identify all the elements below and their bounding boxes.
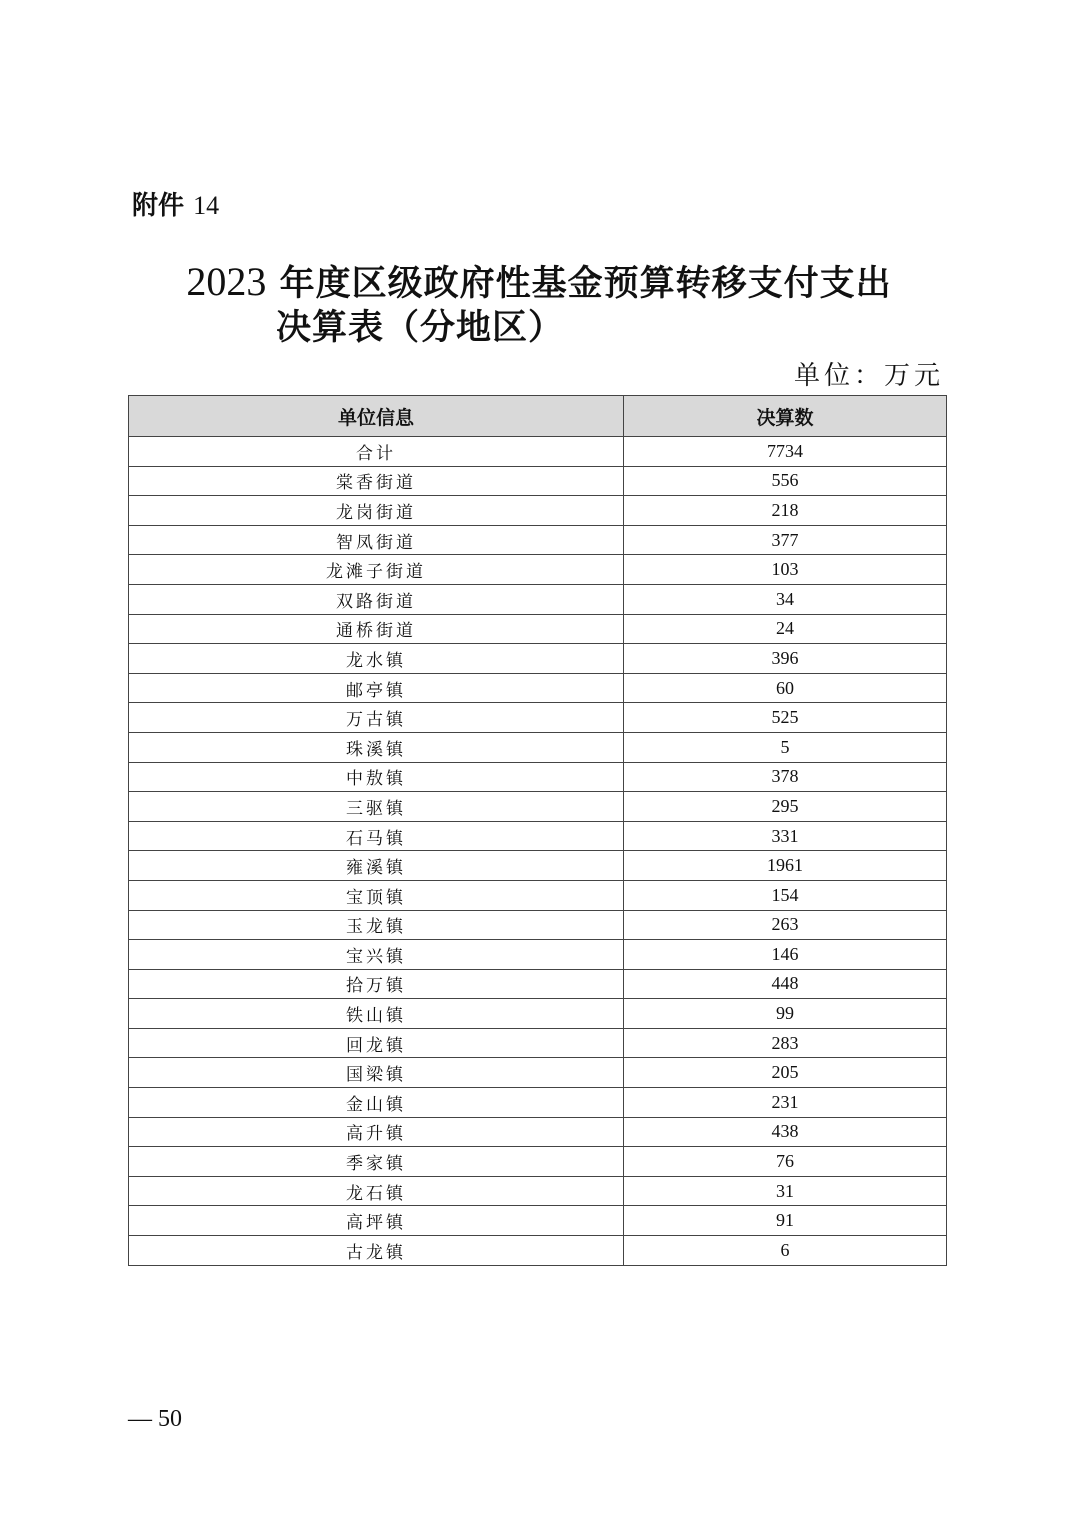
unit-name-cell: 珠溪镇 [129, 732, 624, 762]
amount-cell: 556 [624, 466, 947, 496]
table-row [129, 940, 947, 970]
table-row [129, 880, 947, 910]
table-row [129, 1117, 947, 1147]
table-row [129, 703, 947, 733]
unit-name-cell: 古龙镇 [129, 1236, 624, 1266]
unit-name-cell: 合计 [129, 437, 624, 467]
table-row [129, 584, 947, 614]
attachment-label [132, 188, 219, 224]
attachment-number: 14 [193, 191, 220, 220]
unit-name-cell: 邮亭镇 [129, 673, 624, 703]
amount-cell: 31 [624, 1176, 947, 1206]
table-row [129, 732, 947, 762]
amount-cell: 331 [624, 821, 947, 851]
table-row [129, 644, 947, 674]
amount-cell: 99 [624, 999, 947, 1029]
table-row [129, 851, 947, 881]
unit-name-cell: 国梁镇 [129, 1058, 624, 1088]
unit-name-cell: 宝顶镇 [129, 880, 624, 910]
table-row [129, 466, 947, 496]
table-row [129, 999, 947, 1029]
amount-cell: 396 [624, 644, 947, 674]
amount-cell: 146 [624, 940, 947, 970]
unit-name-cell: 万古镇 [129, 703, 624, 733]
unit-label: 单位：万元 [793, 361, 944, 391]
amount-cell: 6 [624, 1236, 947, 1266]
table-row [129, 910, 947, 940]
amount-cell: 377 [624, 525, 947, 555]
title-line-1-text: 年度区级政府性基金预算转移支付支出 [266, 264, 892, 304]
amount-cell: 91 [624, 1206, 947, 1236]
table-row [129, 1176, 947, 1206]
unit-name-cell: 回龙镇 [129, 1028, 624, 1058]
table-body [129, 437, 947, 1266]
unit-name-cell: 双路街道 [129, 584, 624, 614]
unit-name-cell: 高坪镇 [129, 1206, 624, 1236]
attachment-text: 附件 [132, 191, 185, 221]
column-header-amount: 决算数 [624, 396, 947, 437]
amount-cell: 283 [624, 1028, 947, 1058]
title-year: 2023 [186, 259, 267, 304]
page-number: — 50 [128, 1406, 182, 1432]
unit-name-cell: 龙水镇 [129, 644, 624, 674]
amount-cell: 1961 [624, 851, 947, 881]
unit-name-cell: 雍溪镇 [129, 851, 624, 881]
unit-name-cell: 铁山镇 [129, 999, 624, 1029]
unit-name-cell: 金山镇 [129, 1088, 624, 1118]
table-row [129, 1206, 947, 1236]
amount-cell: 60 [624, 673, 947, 703]
table-row [129, 792, 947, 822]
amount-cell: 525 [624, 703, 947, 733]
table-row [129, 614, 947, 644]
amount-cell: 103 [624, 555, 947, 585]
unit-name-cell: 中敖镇 [129, 762, 624, 792]
table-row [129, 437, 947, 467]
unit-name-cell: 宝兴镇 [129, 940, 624, 970]
amount-cell: 295 [624, 792, 947, 822]
table-row [129, 555, 947, 585]
amount-cell: 205 [624, 1058, 947, 1088]
amount-cell: 7734 [624, 437, 947, 467]
amount-cell: 34 [624, 584, 947, 614]
page-title-line-2: 决算表（分地区） [275, 308, 564, 348]
table-row [129, 969, 947, 999]
page-title-line-1 [120, 258, 958, 308]
table-row [129, 821, 947, 851]
table-row [129, 525, 947, 555]
table-row [129, 1058, 947, 1088]
amount-cell: 438 [624, 1117, 947, 1147]
table-row [129, 1088, 947, 1118]
unit-name-cell: 龙岗街道 [129, 496, 624, 526]
table-header-row [129, 396, 947, 437]
unit-name-cell: 石马镇 [129, 821, 624, 851]
unit-name-cell: 智凤街道 [129, 525, 624, 555]
unit-name-cell: 玉龙镇 [129, 910, 624, 940]
unit-name-cell: 三驱镇 [129, 792, 624, 822]
table-row [129, 1028, 947, 1058]
unit-name-cell: 通桥街道 [129, 614, 624, 644]
table-row [129, 1236, 947, 1266]
amount-cell: 76 [624, 1147, 947, 1177]
table-row [129, 762, 947, 792]
table-row [129, 1147, 947, 1177]
unit-name-cell: 高升镇 [129, 1117, 624, 1147]
budget-table [128, 395, 947, 1266]
amount-cell: 231 [624, 1088, 947, 1118]
column-header-unit: 单位信息 [129, 396, 624, 437]
unit-name-cell: 龙滩子街道 [129, 555, 624, 585]
table-row [129, 673, 947, 703]
amount-cell: 24 [624, 614, 947, 644]
amount-cell: 5 [624, 732, 947, 762]
unit-name-cell: 季家镇 [129, 1147, 624, 1177]
table-row [129, 496, 947, 526]
amount-cell: 218 [624, 496, 947, 526]
amount-cell: 378 [624, 762, 947, 792]
amount-cell: 154 [624, 880, 947, 910]
unit-name-cell: 棠香街道 [129, 466, 624, 496]
amount-cell: 448 [624, 969, 947, 999]
amount-cell: 263 [624, 910, 947, 940]
unit-name-cell: 拾万镇 [129, 969, 624, 999]
unit-name-cell: 龙石镇 [129, 1176, 624, 1206]
